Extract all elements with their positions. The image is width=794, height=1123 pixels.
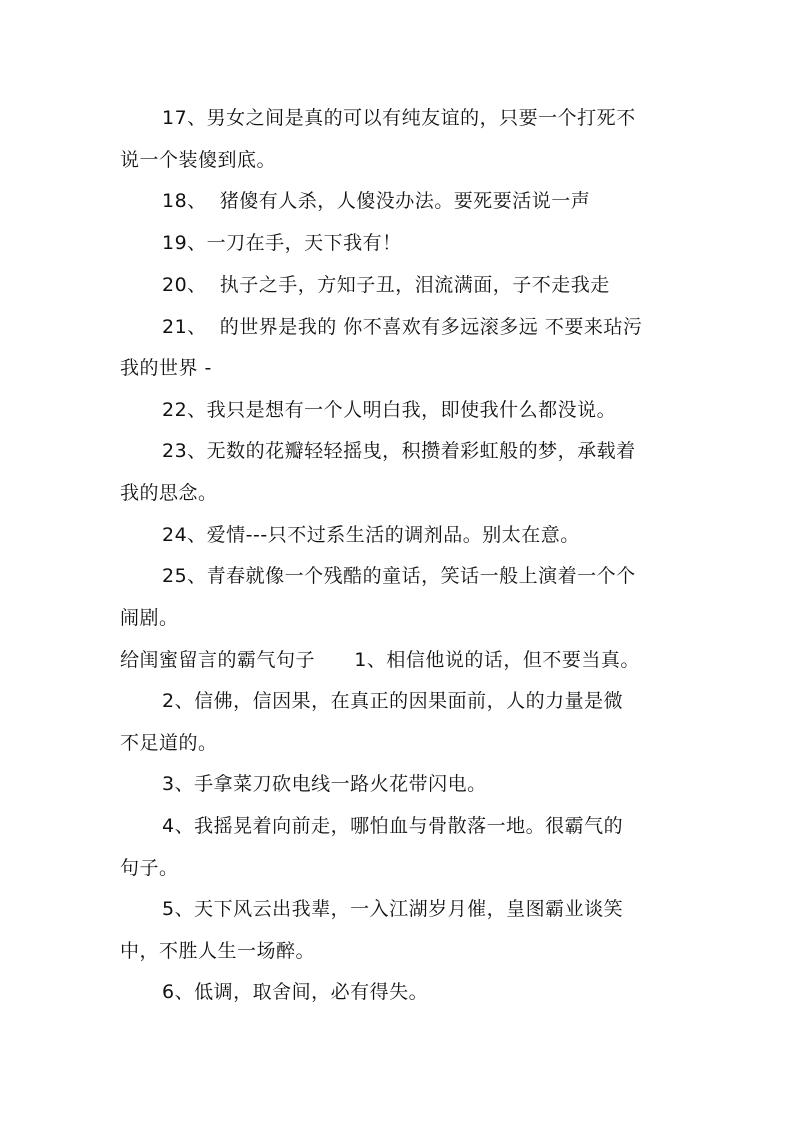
paragraph-23-line-2: 我的思念。 [120,482,218,504]
paragraph-17-line-1: 17、男女之间是真的可以有纯友谊的，只要一个打死不 [162,107,636,129]
paragraph-18: 18、 猪傻有人杀，人傻没办法。要死要活说一声 [162,190,591,212]
item-3: 3、手拿菜刀砍电线一路火花带闪电。 [162,773,487,795]
item-6: 6、低调，取舍间，必有得失。 [162,981,429,1003]
paragraph-24: 24、爱情---只不过系生活的调剂品。别太在意。 [162,524,580,546]
item-5-line-1: 5、天下风云出我辈，一入江湖岁月催，皇图霸业谈笑 [162,898,624,920]
item-4-line-2: 句子。 [120,857,179,879]
item-4-line-1: 4、我摇晃着向前走，哪怕血与骨散落一地。很霸气的 [162,815,624,837]
paragraph-21-line-1: 21、 的世界是我的 你不喜欢有多远滚多远 不要来玷污 [162,316,643,338]
paragraph-21-line-2: 我的世界 - [120,357,212,379]
paragraph-25-line-2: 闹剧。 [120,607,179,629]
item-2-line-2: 不足道的。 [120,732,218,754]
paragraph-22: 22、我只是想有一个人明白我，即使我什么都没说。 [162,399,617,421]
paragraph-19: 19、一刀在手，天下我有！ [162,232,402,254]
paragraph-17-line-2: 说一个装傻到底。 [120,149,277,171]
paragraph-20: 20、 执子之手，方知子丑，泪流满面，子不走我走 [162,274,610,296]
item-2-line-1: 2、信佛，信因果，在真正的因果面前，人的力量是微 [162,690,624,712]
paragraph-23-line-1: 23、无数的花瓣轻轻摇曳，积攒着彩虹般的梦，承载着 [162,440,636,462]
item-5-line-2: 中，不胜人生一场醉。 [120,940,316,962]
paragraph-25-line-1: 25、青春就像一个残酷的童话，笑话一般上演着一个个 [162,565,636,587]
section-heading-line: 给闺蜜留言的霸气句子 1、相信他说的话，但不要当真。 [120,649,640,671]
